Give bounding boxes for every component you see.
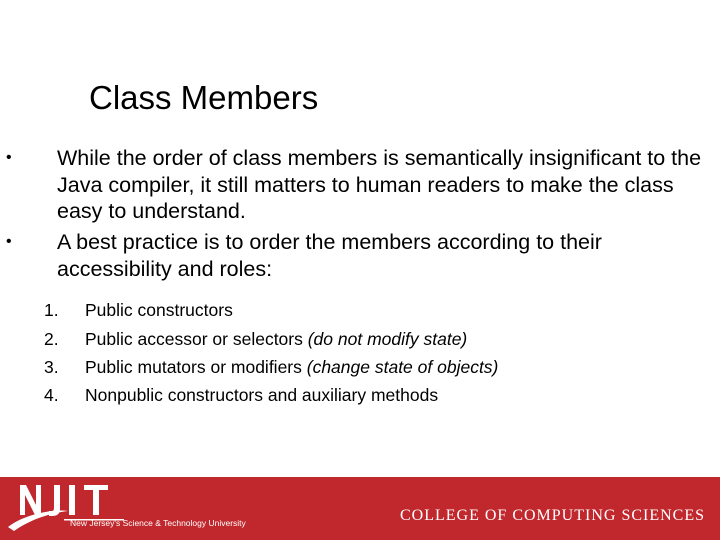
list-item [0,353,720,383]
bullet-text: A best practice is to order the members according to their accessibility and roles: [57,230,602,281]
list-number: 2. [44,329,59,349]
tagline: New Jersey's Science & Technology University [70,518,246,528]
list-number: 1. [44,300,59,320]
bullet-text: While the order of class members is semantically insignificant to the Java compiler, it still matters to human readers to make the class easy to understand. [57,146,702,223]
list-text-main: Nonpublic constructors and auxiliary methods [85,385,439,405]
list-text-main: Public mutators or modifiers [85,357,307,377]
list-item [0,296,720,326]
list-text [85,353,498,381]
list-text-main: Public accessor or selectors [85,329,308,349]
list-text-note: (change state of objects) [306,357,499,377]
list-text [85,325,467,353]
footer-bar [0,477,720,540]
college-name: COLLEGE OF COMPUTING SCIENCES [400,507,706,524]
list-text [85,381,438,409]
list-item [0,325,720,355]
list-text-main: Public constructors [85,300,233,320]
slide-title: Class Members [89,79,319,116]
bullet-marker: • [6,149,12,166]
bullet-marker: • [6,233,12,250]
list-text-note: (do not modify state) [307,329,468,349]
list-number: 3. [44,357,59,377]
list-item [0,381,720,411]
list-number: 4. [44,385,59,405]
list-text [85,296,233,324]
